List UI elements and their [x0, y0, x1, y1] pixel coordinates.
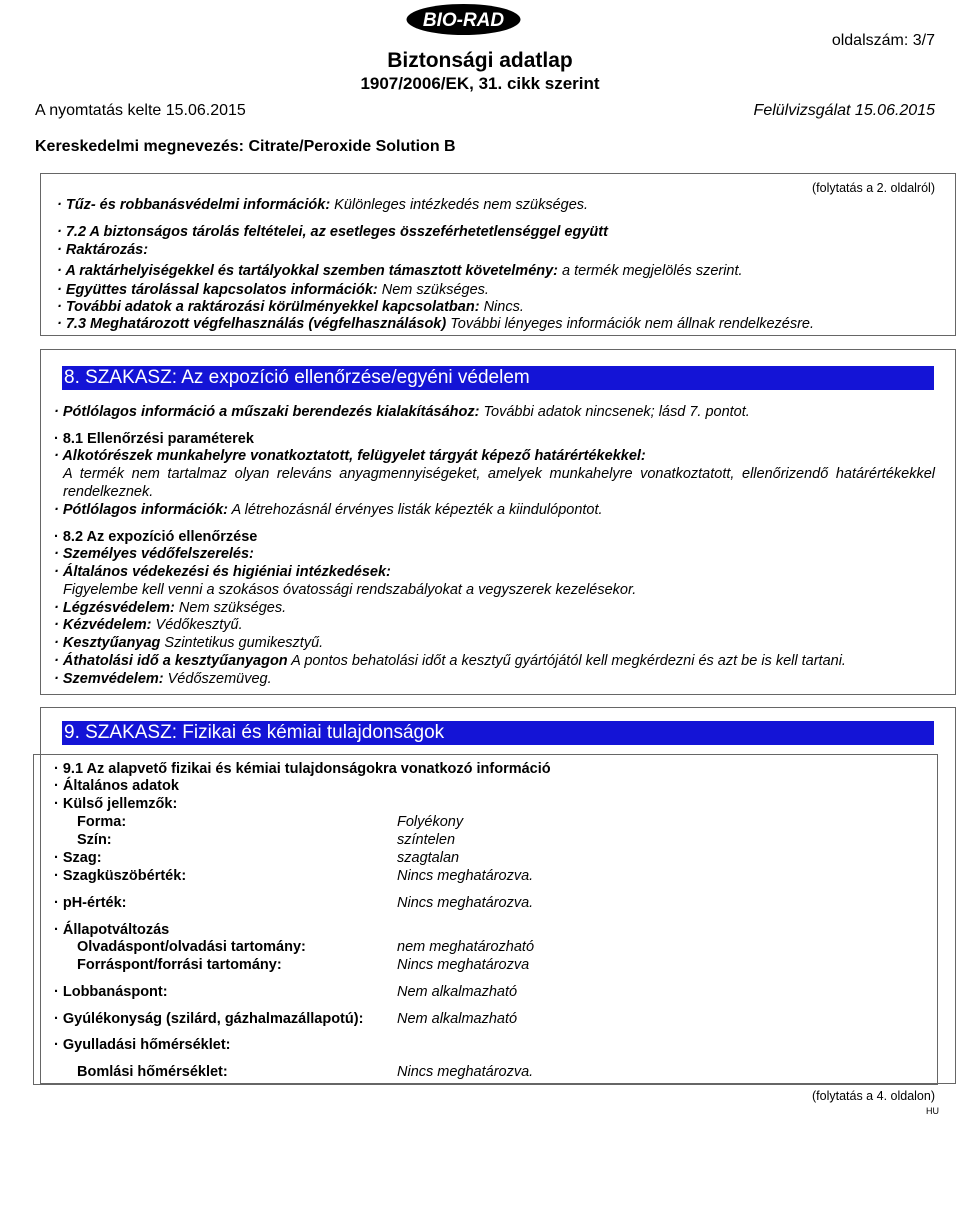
document-title: Biztonsági adatlap — [387, 49, 573, 72]
decomposition-label: Bomlási hőmérséklet: — [77, 1064, 228, 1080]
flash-point-value: Nem alkalmazható — [397, 984, 518, 1000]
section-9-header: 9. SZAKASZ: Fizikai és kémiai tulajdonságok — [62, 721, 934, 745]
form-value: Folyékony — [397, 814, 464, 830]
flammability-value: Nem alkalmazható — [397, 1011, 518, 1027]
odor-threshold-label: · Szagküszöbérték: — [54, 868, 187, 884]
page-number: oldalszám: 3/7 — [831, 32, 935, 49]
bio-rad-logo — [405, 3, 522, 36]
trade-name: Kereskedelmi megnevezés: Citrate/Peroxide Solution B — [35, 138, 456, 155]
revision-date: Felülvizsgálat 15.06.2015 — [753, 102, 935, 119]
odor-threshold-value: Nincs meghatározva. — [397, 868, 534, 884]
hygiene-text: Figyelembe kell venni a szokásos óvatossági rendszabályokat a vegyszerek kezelésekor. — [63, 582, 637, 598]
penetration-time: · Áthatolási idő a kesztyűanyagon A pontos behatolási időt a kesztyű gyártójától kell megkérdezni és azt be is kell tartani. — [54, 653, 846, 669]
ppe-heading: · Személyes védőfelszerelés: — [54, 546, 254, 562]
storage-heading: · Raktározás: — [57, 242, 149, 258]
flammability-label: · Gyúlékonyság (szilárd, gázhalmazállapotú): — [54, 1011, 364, 1027]
regulation-subtitle: 1907/2006/EK, 31. cikk szerint — [360, 74, 600, 93]
respiratory-protection: · Légzésvédelem: Nem szükséges. — [54, 600, 287, 616]
section-9-1-heading: · 9.1 Az alapvető fizikai és kémiai tulajdonságokra vonatkozó információ — [54, 761, 551, 777]
language-code: HU — [926, 1106, 939, 1116]
appearance-heading: · Külső jellemzők: — [54, 796, 178, 812]
logo-text: BIO-RAD — [422, 10, 505, 31]
section-8-2-heading: · 8.2 Az expozíció ellenőrzése — [54, 529, 258, 545]
further-storage: · További adatok a raktározási körülményekkel kapcsolatban: Nincs. — [57, 299, 524, 315]
tech-info: · Pótlólagos információ a műszaki berendezés kialakításához: További adatok nincsenek; lásd 7. pontot. — [54, 404, 750, 420]
glove-material: · Kesztyűanyag Szintetikus gumikesztyű. — [54, 635, 324, 651]
section-8-header: 8. SZAKASZ: Az expozíció ellenőrzése/egyéni védelem — [62, 366, 934, 390]
color-label: Szín: — [77, 832, 112, 848]
section-8-1-heading: · 8.1 Ellenőrzési paraméterek — [54, 431, 254, 447]
ignition-temp-label: · Gyulladási hőmérséklet: — [54, 1037, 231, 1053]
components-text: A termék nem tartalmaz olyan releváns anyagmennyiségeket, amelyek munkahelyre vonatkoztatott, ellenőrizendő határértékekkel rendelkeznek. — [63, 466, 935, 500]
odor-value: szagtalan — [397, 850, 460, 866]
ph-label: · pH-érték: — [54, 895, 127, 911]
decomposition-value: Nincs meghatározva. — [397, 1064, 534, 1080]
components-heading: · Alkotórészek munkahelyre vonatkoztatott, felügyelet tárgyát képező határértékekkel: — [54, 448, 646, 464]
melting-label: Olvadáspont/olvadási tartomány: — [77, 939, 306, 955]
fire-info: · Tűz- és robbanásvédelmi információk: Különleges intézkedés nem szükséges. — [57, 197, 589, 213]
ph-value: Nincs meghatározva. — [397, 895, 534, 911]
hygiene-heading: · Általános védekezési és higiéniai intézkedések: — [54, 564, 391, 580]
form-label: Forma: — [77, 814, 127, 830]
section-7-2-heading: · 7.2 A biztonságos tárolás feltételei, az esetleges összeférhetetlenséggel együtt — [57, 224, 608, 240]
boiling-value: Nincs meghatározva — [397, 957, 530, 973]
flash-point-label: · Lobbanáspont: — [54, 984, 168, 1000]
general-heading: · Általános adatok — [54, 778, 179, 794]
boiling-label: Forráspont/forrási tartomány: — [77, 957, 282, 973]
continued-on: (folytatás a 4. oldalon) — [812, 1089, 935, 1103]
eye-protection: · Szemvédelem: Védőszemüveg. — [54, 671, 272, 687]
melting-value: nem meghatározható — [397, 939, 535, 955]
print-date: A nyomtatás kelte 15.06.2015 — [35, 102, 246, 119]
color-value: színtelen — [397, 832, 456, 848]
state-change-heading: · Állapotváltozás — [54, 922, 170, 938]
additional-info: · Pótlólagos információk: A létrehozásnál érvényes listák képezték a kiindulópontot. — [54, 502, 603, 518]
continued-from: (folytatás a 2. oldalról) — [812, 181, 935, 195]
section-7-3: · 7.3 Meghatározott végfelhasználás (végfelhasználások) További lényeges információk nem állnak rendelkezésre. — [57, 316, 815, 332]
odor-label: · Szag: — [54, 850, 102, 866]
joint-storage: · Együttes tárolással kapcsolatos információk: Nem szükséges. — [57, 282, 489, 298]
storage-requirement: · A raktárhelyiségekkel és tartályokkal szemben támasztott követelmény: a termék megjelölés szerint. — [57, 263, 743, 279]
hand-protection: · Kézvédelem: Védőkesztyű. — [54, 617, 243, 633]
